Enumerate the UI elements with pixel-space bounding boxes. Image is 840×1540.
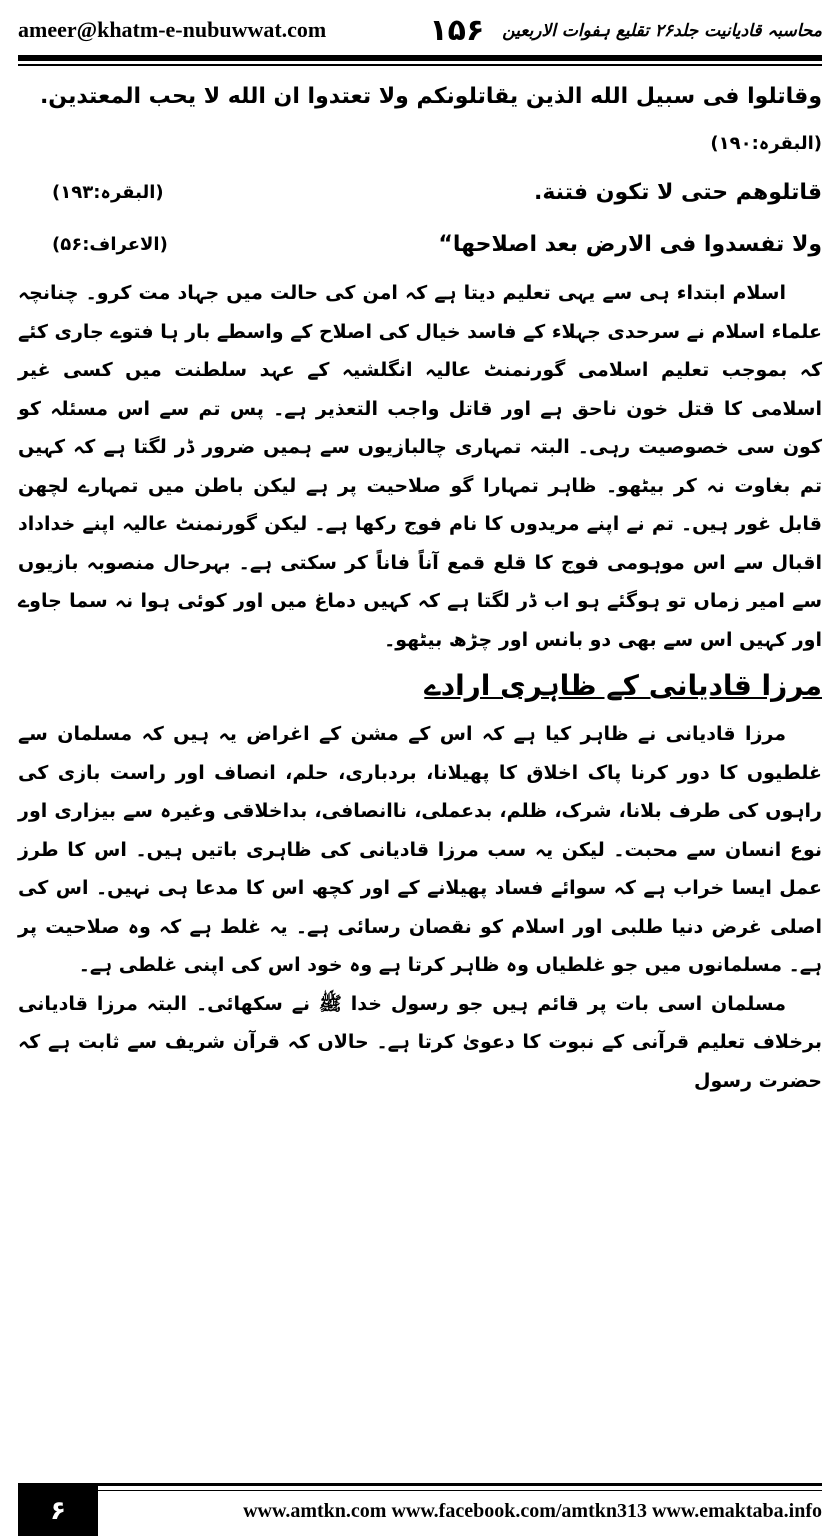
verse-1-reference: (البقرہ:۱۹۰) — [710, 133, 822, 154]
paragraph-3: مسلمان اسی بات پر قائم ہیں جو رسول خدا ﷺ نے سکھائی۔ البتہ مرزا قادیانی برخلاف تعلیم قرآنی کے نبوت کا دعویٰ کرتا ہے۔ حالاں کہ قرآن شریف سے ثابت ہے کہ حضرت رسول — [18, 992, 822, 1092]
footer-links[interactable]: www.amtkn.com www.facebook.com/amtkn313 www.emaktaba.info — [243, 1500, 822, 1522]
page-header — [18, 8, 822, 52]
header-email[interactable]: ameer@khatm-e-nubuwwat.com — [18, 17, 327, 42]
paragraph-1: اسلام ابتداء ہی سے یہی تعلیم دیتا ہے کہ امن کی حالت میں جہاد مت کرو۔ چنانچہ علماء اسلام نے سرحدی جہلاء کے فاسد خیال کی اصلاح کے واسطے بار ہا فتوے جاری کئے کہ بموجب تعلیم اسلامی گورنمنٹ عالیہ انگلشیہ کے عہد سلطنت میں کسی غیر اسلامی کا قتل خون ناحق ہے اور قاتل واجب التعذیر ہے۔ پس تم سے اس مسئلہ کو کون سی خصوصیت رہی۔ البتہ تمہاری چالبازیوں سے ہمیں ضرور ڈر لگتا ہے کہ کہیں تم بغاوت نہ کر بیٹھو۔ ظاہر تمہارا گو صلاحیت پر ہے لیکن باطن میں تمہارے لچھن قابل غور ہیں۔ تم نے اپنے مریدوں کا نام فوج رکھا ہے۔ لیکن گورنمنٹ عالیہ اپنے خداداد اقبال سے اس موہومی فوج کا قلع قمع آناً فاناً کر سکتی ہے۔ بہرحال منصوبہ بازیوں سے امیر زماں تو ہوگئے ہو اب ڈر لگتا ہے کہ کہیں دماغ میں اور کوئی ہوا نہ سما جاوے اور کہیں اس سے بھی دو بانس اور چڑھ بیٹھو۔ — [18, 282, 822, 651]
header-title-group — [429, 13, 822, 48]
header-rule-thick — [18, 55, 822, 61]
verse-3-reference: (الاعراف:۵۶) — [52, 233, 168, 255]
page-body — [18, 72, 822, 1100]
verse-2: قاتلوهم حتی لا تکون فتنة. — [533, 179, 822, 205]
header-rule-thin — [18, 64, 822, 66]
footer-page-badge: ۶ — [18, 1486, 98, 1536]
footer-rule-thick — [18, 1483, 822, 1486]
verse-3: ولا تفسدوا فی الارض بعد اصلاحها“ — [438, 231, 822, 257]
footer-rule-thin — [18, 1490, 822, 1491]
verse-2-reference: (البقرہ:۱۹۳) — [52, 181, 164, 203]
verse-2-row — [18, 166, 822, 218]
verse-1: وقاتلوا فی سبیل الله الذین یقاتلونکم ولا تعتدوا ان الله لا یحب المعتدین. — [39, 84, 822, 109]
book-title: محاسبہ قادیانیت جلد۲۶ تقلیع ہفوات الاربعین — [502, 20, 822, 41]
verse-3-row — [18, 218, 822, 270]
page-number: ۱۵۶ — [429, 12, 485, 48]
section-heading: مرزا قادیانی کے ظاہری ارادے — [424, 669, 822, 702]
paragraph-2: مرزا قادیانی نے ظاہر کیا ہے کہ اس کے مشن کے اغراض یہ ہیں کہ مسلمان سے غلطیوں کا دور کرنا پاک اخلاق کا پھیلانا، بردباری، حلم، انصاف اور راست بازی کی راہوں کی طرف بلانا، شرک، ظلم، بدعملی، ناانصافی، بداخلاقی وغیرہ سے بیزاری اور نوع انسان سے محبت۔ لیکن یہ سب مرزا قادیانی کی ظاہری باتیں ہیں۔ اس کا طرز عمل ایسا خراب ہے کہ سوائے فساد پھیلانے کے اور کچھ اس کا مدعا ہی نہیں۔ اس کی اصلی غرض دنیا طلبی اور اسلام کو نقصان رسائی ہے۔ یہ غلط ہے کہ وہ صلاحیت پر ہے۔ مسلمانوں میں جو غلطیاں وہ ظاہر کرتا ہے وہ خود اس کی اپنی غلطی ہے۔ — [18, 723, 822, 976]
